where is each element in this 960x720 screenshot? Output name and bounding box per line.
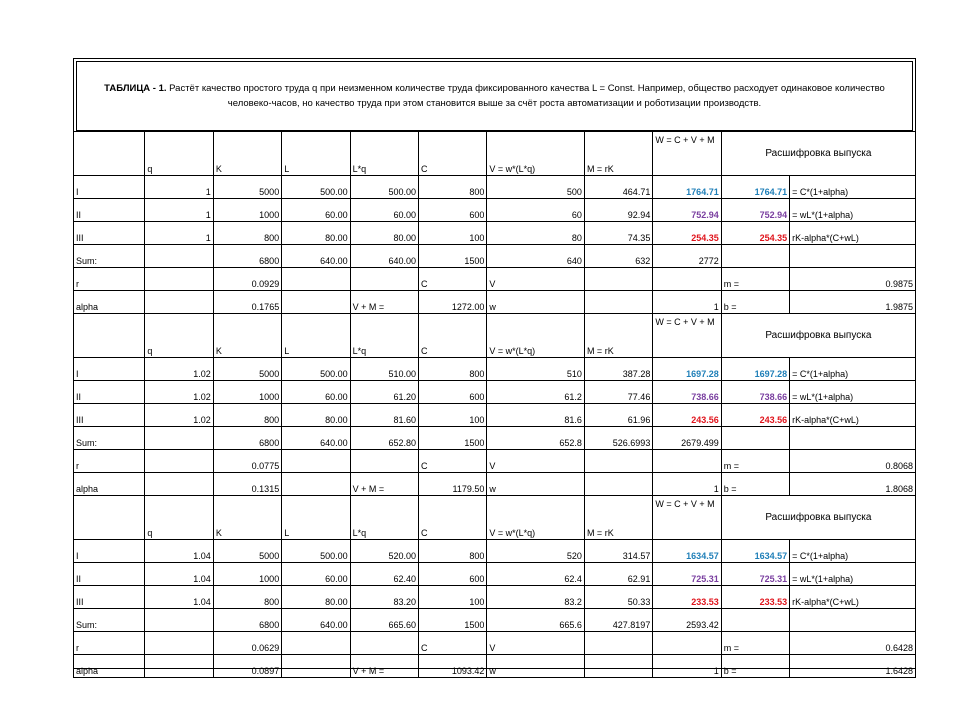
sum-label: Sum:	[74, 427, 145, 450]
table-cell	[584, 268, 652, 291]
m-label: m =	[721, 450, 789, 473]
title-text: Растёт качество простого труда q при неизменном количестве труда фиксированного качества L = Const. Например, общество расходует одинаковое количество человеко-часов, но качество труда при этом становится выше за счёт роста автоматизации и роботизации производств.	[166, 83, 885, 109]
r-value: 0.0775	[213, 450, 281, 473]
header-decomposition: Расшифровка выпуска	[721, 496, 915, 540]
table-cell	[584, 632, 652, 655]
sum-v: 652.8	[487, 427, 585, 450]
vm-label: V + M =	[350, 473, 418, 496]
cell-dec-formula: rK-alpha*(C+wL)	[790, 404, 916, 427]
header-decomposition: Расшифровка выпуска	[721, 132, 915, 176]
header-v: V = w*(L*q)	[487, 132, 585, 176]
cell-l: 500.00	[282, 176, 350, 199]
table-cell	[350, 450, 418, 473]
table-cell	[145, 245, 213, 268]
header-k: K	[213, 496, 281, 540]
sector-label: II	[74, 199, 145, 222]
sum-k: 6800	[213, 245, 281, 268]
alpha-label: alpha	[74, 291, 145, 314]
m-label: m =	[721, 632, 789, 655]
cell-q: 1.02	[145, 358, 213, 381]
table-row	[74, 632, 916, 655]
cell-v: 61.2	[487, 381, 585, 404]
sum-m: 632	[584, 245, 652, 268]
cell-w: 1634.57	[653, 540, 721, 563]
header-v: V = w*(L*q)	[487, 496, 585, 540]
header-w: W = C + V + M	[653, 132, 721, 176]
sum-m: 526.6993	[584, 427, 652, 450]
sector-label: III	[74, 404, 145, 427]
w-value: 1	[653, 473, 721, 496]
cell-dec-value: 1764.71	[721, 176, 789, 199]
table-row	[74, 404, 916, 427]
header-w: W = C + V + M	[653, 496, 721, 540]
header-w: W = C + V + M	[653, 314, 721, 358]
cell-lq: 81.60	[350, 404, 418, 427]
cell-q: 1	[145, 222, 213, 245]
table-row	[74, 540, 916, 563]
b-label: b =	[721, 291, 789, 314]
table-cell	[790, 609, 916, 632]
vm-label: V + M =	[350, 655, 418, 678]
cell-k: 5000	[213, 176, 281, 199]
sum-l: 640.00	[282, 245, 350, 268]
cell-l: 500.00	[282, 358, 350, 381]
header-c: C	[418, 496, 486, 540]
cell-l: 500.00	[282, 540, 350, 563]
w-label: w	[487, 655, 585, 678]
vm-value: 1093.42	[418, 655, 486, 678]
cell-q: 1.04	[145, 563, 213, 586]
m-value: 0.8068	[790, 450, 916, 473]
cell-m: 314.57	[584, 540, 652, 563]
table-cell	[145, 450, 213, 473]
cell-k: 1000	[213, 563, 281, 586]
cell-m: 464.71	[584, 176, 652, 199]
cell-dec-formula: rK-alpha*(C+wL)	[790, 222, 916, 245]
cell-k: 1000	[213, 199, 281, 222]
cell-m: 387.28	[584, 358, 652, 381]
cell-dec-value: 243.56	[721, 404, 789, 427]
cell-lq: 520.00	[350, 540, 418, 563]
table-cell	[584, 655, 652, 678]
cell-m: 92.94	[584, 199, 652, 222]
sum-label: Sum:	[74, 245, 145, 268]
cell-v: 520	[487, 540, 585, 563]
data-table	[73, 131, 916, 678]
b-label: b =	[721, 473, 789, 496]
cell-m: 61.96	[584, 404, 652, 427]
cell-lq: 80.00	[350, 222, 418, 245]
sector-label: II	[74, 563, 145, 586]
cell-w: 738.66	[653, 381, 721, 404]
cell-dec-value: 254.35	[721, 222, 789, 245]
alpha-label: alpha	[74, 473, 145, 496]
header-m: M = rK	[584, 132, 652, 176]
cell-l: 60.00	[282, 199, 350, 222]
vm-value: 1179.50	[418, 473, 486, 496]
header-m: M = rK	[584, 314, 652, 358]
sum-lq: 640.00	[350, 245, 418, 268]
cell-dec-formula: = C*(1+alpha)	[790, 358, 916, 381]
table-cell	[145, 291, 213, 314]
header-c: C	[418, 132, 486, 176]
c-label: C	[418, 450, 486, 473]
cell-k: 800	[213, 586, 281, 609]
sector-label: I	[74, 540, 145, 563]
table-cell	[282, 655, 350, 678]
cell-l: 80.00	[282, 404, 350, 427]
table-body	[74, 132, 916, 678]
cell-l: 60.00	[282, 563, 350, 586]
table-cell	[145, 609, 213, 632]
table-cell	[790, 245, 916, 268]
table-row	[74, 358, 916, 381]
w-label: w	[487, 473, 585, 496]
table-cell	[145, 655, 213, 678]
table-row	[74, 655, 916, 678]
table-cell	[721, 609, 789, 632]
r-label: r	[74, 450, 145, 473]
cell-k: 800	[213, 404, 281, 427]
cell-c: 100	[418, 404, 486, 427]
table-cell	[282, 291, 350, 314]
cell-m: 62.91	[584, 563, 652, 586]
sum-c: 1500	[418, 609, 486, 632]
cell-q: 1	[145, 199, 213, 222]
sector-label: I	[74, 358, 145, 381]
cell-dec-formula: = C*(1+alpha)	[790, 176, 916, 199]
cell-v: 62.4	[487, 563, 585, 586]
table-row	[74, 199, 916, 222]
sum-k: 6800	[213, 609, 281, 632]
table-cell	[282, 450, 350, 473]
table-title	[76, 61, 913, 131]
cell-m: 50.33	[584, 586, 652, 609]
alpha-value: 0.0897	[213, 655, 281, 678]
table-row	[74, 132, 916, 176]
header-k: K	[213, 132, 281, 176]
cell-v: 60	[487, 199, 585, 222]
c-label: C	[418, 632, 486, 655]
cell-dec-formula: rK-alpha*(C+wL)	[790, 586, 916, 609]
cell-w: 243.56	[653, 404, 721, 427]
table-row	[74, 609, 916, 632]
cell-dec-formula: = wL*(1+alpha)	[790, 563, 916, 586]
table-row	[74, 450, 916, 473]
header-lq: L*q	[350, 132, 418, 176]
table-row	[74, 563, 916, 586]
sum-w: 2679.499	[653, 427, 721, 450]
cell-w: 254.35	[653, 222, 721, 245]
table-row	[74, 586, 916, 609]
v-label: V	[487, 450, 585, 473]
table-cell	[145, 268, 213, 291]
r-value: 0.0929	[213, 268, 281, 291]
cell-lq: 62.40	[350, 563, 418, 586]
b-value: 1.6428	[790, 655, 916, 678]
cell-dec-value: 738.66	[721, 381, 789, 404]
cell-c: 800	[418, 358, 486, 381]
table-cell	[584, 291, 652, 314]
cell-c: 800	[418, 176, 486, 199]
r-label: r	[74, 632, 145, 655]
c-label: C	[418, 268, 486, 291]
table-row	[74, 176, 916, 199]
table-cell	[145, 473, 213, 496]
table-cell	[721, 427, 789, 450]
header-blank	[74, 314, 145, 358]
cell-v: 510	[487, 358, 585, 381]
table-cell	[282, 473, 350, 496]
table-cell	[653, 268, 721, 291]
table-row	[74, 291, 916, 314]
sum-v: 640	[487, 245, 585, 268]
sector-label: I	[74, 176, 145, 199]
table-row	[74, 427, 916, 450]
table-row	[74, 222, 916, 245]
sum-l: 640.00	[282, 609, 350, 632]
cell-k: 5000	[213, 358, 281, 381]
cell-v: 83.2	[487, 586, 585, 609]
sum-k: 6800	[213, 427, 281, 450]
cell-c: 600	[418, 381, 486, 404]
sum-l: 640.00	[282, 427, 350, 450]
sum-w: 2772	[653, 245, 721, 268]
vm-value: 1272.00	[418, 291, 486, 314]
cell-dec-value: 1697.28	[721, 358, 789, 381]
cell-v: 500	[487, 176, 585, 199]
v-label: V	[487, 632, 585, 655]
sum-w: 2593.42	[653, 609, 721, 632]
table-row	[74, 496, 916, 540]
b-label: b =	[721, 655, 789, 678]
cell-c: 100	[418, 586, 486, 609]
cell-lq: 83.20	[350, 586, 418, 609]
table-cell	[145, 427, 213, 450]
cell-lq: 500.00	[350, 176, 418, 199]
table-cell	[350, 632, 418, 655]
table-cell	[584, 473, 652, 496]
header-c: C	[418, 314, 486, 358]
header-lq: L*q	[350, 496, 418, 540]
sum-v: 665.6	[487, 609, 585, 632]
cell-q: 1.02	[145, 404, 213, 427]
cell-q: 1	[145, 176, 213, 199]
cell-dec-formula: = wL*(1+alpha)	[790, 199, 916, 222]
table-row	[74, 268, 916, 291]
b-value: 1.9875	[790, 291, 916, 314]
table-cell	[145, 632, 213, 655]
cell-c: 600	[418, 563, 486, 586]
vm-label: V + M =	[350, 291, 418, 314]
table-row	[74, 381, 916, 404]
cell-dec-value: 752.94	[721, 199, 789, 222]
header-q: q	[145, 132, 213, 176]
table-row	[74, 314, 916, 358]
table-row	[74, 245, 916, 268]
r-label: r	[74, 268, 145, 291]
sector-label: III	[74, 222, 145, 245]
table-cell	[790, 427, 916, 450]
header-l: L	[282, 132, 350, 176]
header-blank	[74, 132, 145, 176]
cell-lq: 510.00	[350, 358, 418, 381]
header-blank	[74, 496, 145, 540]
table-cell	[282, 632, 350, 655]
cell-l: 60.00	[282, 381, 350, 404]
cell-lq: 61.20	[350, 381, 418, 404]
header-v: V = w*(L*q)	[487, 314, 585, 358]
cell-w: 233.53	[653, 586, 721, 609]
sum-lq: 665.60	[350, 609, 418, 632]
w-value: 1	[653, 291, 721, 314]
cell-l: 80.00	[282, 222, 350, 245]
cell-w: 752.94	[653, 199, 721, 222]
cell-l: 80.00	[282, 586, 350, 609]
table-cell	[350, 268, 418, 291]
header-q: q	[145, 496, 213, 540]
header-l: L	[282, 496, 350, 540]
alpha-value: 0.1315	[213, 473, 281, 496]
header-decomposition: Расшифровка выпуска	[721, 314, 915, 358]
cell-q: 1.04	[145, 540, 213, 563]
cell-w: 725.31	[653, 563, 721, 586]
r-value: 0.0629	[213, 632, 281, 655]
w-value: 1	[653, 655, 721, 678]
cell-w: 1697.28	[653, 358, 721, 381]
v-label: V	[487, 268, 585, 291]
alpha-value: 0.1765	[213, 291, 281, 314]
sum-c: 1500	[418, 245, 486, 268]
cell-c: 100	[418, 222, 486, 245]
cell-q: 1.04	[145, 586, 213, 609]
sum-m: 427.8197	[584, 609, 652, 632]
m-label: m =	[721, 268, 789, 291]
cell-dec-value: 1634.57	[721, 540, 789, 563]
cell-v: 80	[487, 222, 585, 245]
cell-w: 1764.71	[653, 176, 721, 199]
cell-k: 1000	[213, 381, 281, 404]
m-value: 0.9875	[790, 268, 916, 291]
cell-m: 77.46	[584, 381, 652, 404]
cell-dec-formula: = wL*(1+alpha)	[790, 381, 916, 404]
table-cell	[653, 632, 721, 655]
w-label: w	[487, 291, 585, 314]
title-prefix: ТАБЛИЦА - 1.	[104, 83, 167, 94]
table-row	[74, 473, 916, 496]
header-l: L	[282, 314, 350, 358]
header-q: q	[145, 314, 213, 358]
sum-c: 1500	[418, 427, 486, 450]
cell-c: 600	[418, 199, 486, 222]
sector-label: II	[74, 381, 145, 404]
cell-dec-formula: = C*(1+alpha)	[790, 540, 916, 563]
cell-dec-value: 233.53	[721, 586, 789, 609]
table-cell	[653, 450, 721, 473]
cell-lq: 60.00	[350, 199, 418, 222]
b-value: 1.8068	[790, 473, 916, 496]
header-lq: L*q	[350, 314, 418, 358]
cell-k: 5000	[213, 540, 281, 563]
cell-k: 800	[213, 222, 281, 245]
cell-q: 1.02	[145, 381, 213, 404]
table-cell	[282, 268, 350, 291]
m-value: 0.6428	[790, 632, 916, 655]
header-k: K	[213, 314, 281, 358]
cell-v: 81.6	[487, 404, 585, 427]
table-cell	[584, 450, 652, 473]
sector-label: III	[74, 586, 145, 609]
alpha-label: alpha	[74, 655, 145, 678]
header-m: M = rK	[584, 496, 652, 540]
cell-dec-value: 725.31	[721, 563, 789, 586]
sum-label: Sum:	[74, 609, 145, 632]
table-cell	[721, 245, 789, 268]
cell-c: 800	[418, 540, 486, 563]
cell-m: 74.35	[584, 222, 652, 245]
sum-lq: 652.80	[350, 427, 418, 450]
